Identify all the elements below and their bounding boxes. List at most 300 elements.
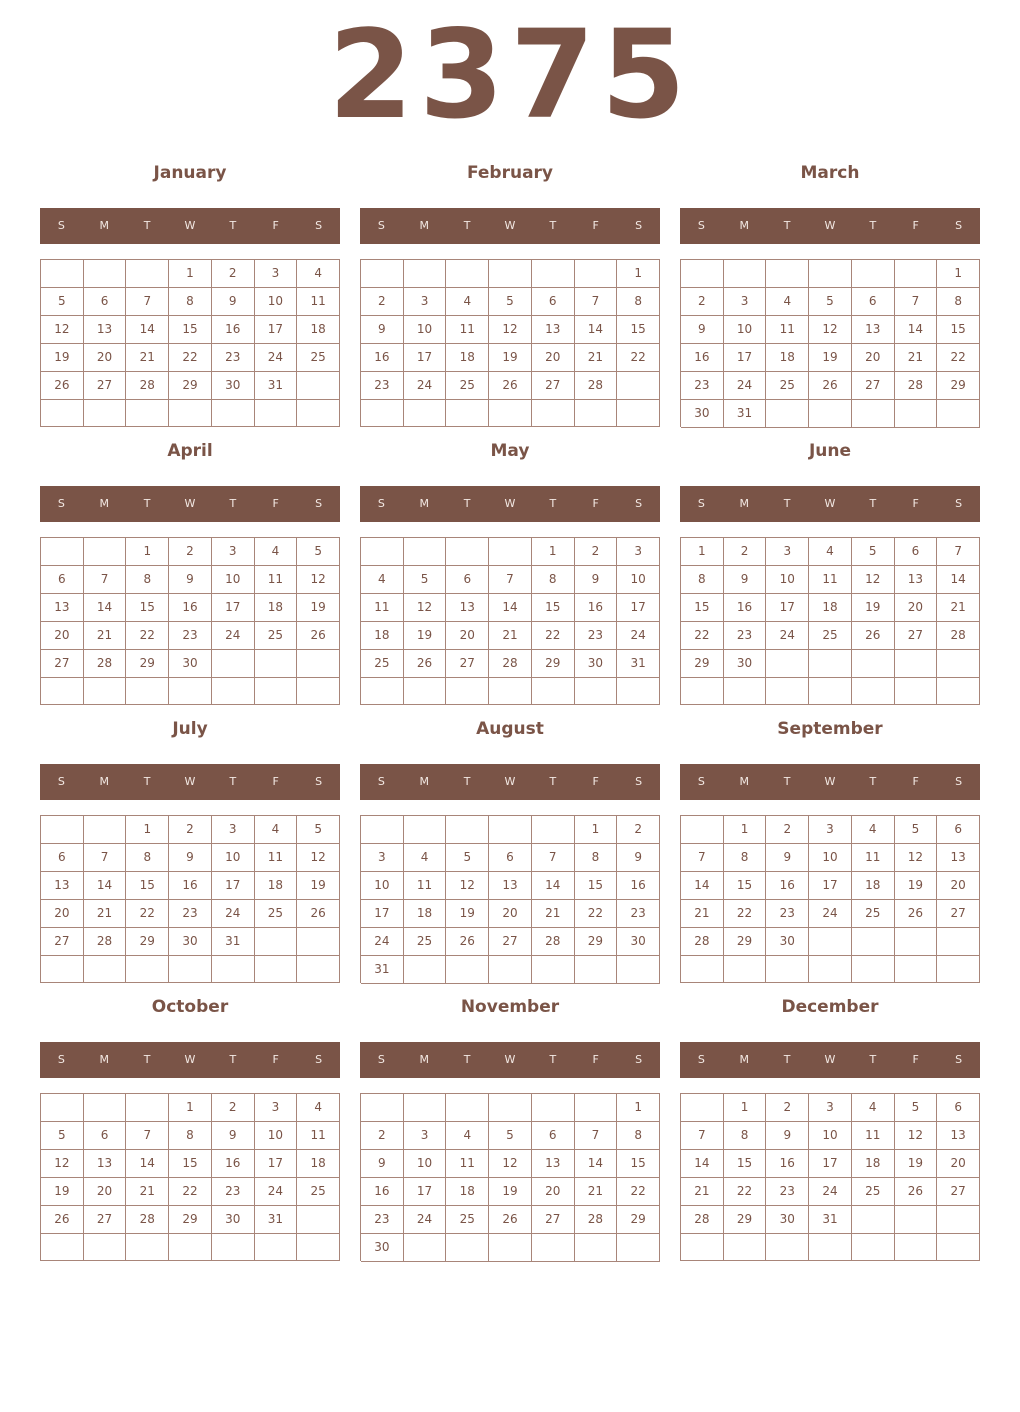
empty-day-cell [532, 400, 575, 427]
day-cell: 30 [617, 928, 660, 956]
day-cell: 20 [852, 344, 895, 372]
day-cell: 20 [41, 622, 84, 650]
day-cell: 17 [255, 1150, 298, 1178]
day-cell: 4 [255, 816, 298, 844]
day-cell: 9 [361, 316, 404, 344]
day-cell: 11 [446, 316, 489, 344]
day-cell: 27 [489, 928, 532, 956]
day-cell: 17 [809, 1150, 852, 1178]
empty-day-cell [84, 956, 127, 983]
weekday-header [40, 764, 340, 800]
weekday-label: T [783, 497, 791, 510]
day-cell: 26 [895, 900, 938, 928]
day-cell: 1 [169, 1094, 212, 1122]
weekday-label: S [377, 497, 385, 510]
day-cell: 3 [404, 1122, 447, 1150]
day-cell: 3 [212, 538, 255, 566]
day-cell: 23 [724, 622, 767, 650]
weekday-label: S [955, 497, 963, 510]
day-cell: 12 [297, 566, 340, 594]
day-cell: 5 [446, 844, 489, 872]
day-cell: 2 [724, 538, 767, 566]
weekday-label: S [57, 1053, 65, 1066]
empty-day-cell [724, 260, 767, 288]
empty-day-cell [766, 400, 809, 428]
day-grid [40, 537, 340, 705]
day-cell: 15 [169, 316, 212, 344]
day-cell: 10 [212, 844, 255, 872]
weekday-label: W [824, 219, 836, 232]
day-cell: 26 [895, 1178, 938, 1206]
weekday-label: T [143, 775, 151, 788]
day-cell: 31 [212, 928, 255, 956]
day-cell: 28 [532, 928, 575, 956]
day-cell: 4 [446, 1122, 489, 1150]
empty-day-cell [809, 678, 852, 705]
day-cell: 11 [852, 844, 895, 872]
day-cell: 16 [212, 1150, 255, 1178]
empty-day-cell [84, 538, 127, 566]
empty-day-cell [255, 650, 298, 678]
day-grid [360, 1093, 660, 1261]
day-cell: 26 [297, 900, 340, 928]
day-cell: 27 [84, 372, 127, 400]
day-cell: 5 [852, 538, 895, 566]
day-cell: 12 [41, 1150, 84, 1178]
empty-day-cell [255, 400, 298, 427]
day-cell: 17 [766, 594, 809, 622]
day-cell: 29 [937, 372, 980, 400]
day-cell: 2 [766, 1094, 809, 1122]
day-cell: 1 [169, 260, 212, 288]
day-cell: 6 [532, 288, 575, 316]
day-cell: 12 [489, 1150, 532, 1178]
day-cell: 19 [446, 900, 489, 928]
empty-day-cell [895, 260, 938, 288]
empty-day-cell [297, 928, 340, 956]
empty-day-cell [297, 400, 340, 427]
weekday-label: T [229, 775, 237, 788]
empty-day-cell [575, 956, 618, 984]
empty-day-cell [489, 678, 532, 705]
day-cell: 22 [532, 622, 575, 650]
weekday-label: F [272, 775, 279, 788]
weekday-label: F [592, 497, 599, 510]
day-cell: 9 [724, 566, 767, 594]
weekday-label: M [419, 1053, 430, 1066]
weekday-header [680, 1042, 980, 1078]
weekday-label: M [739, 219, 750, 232]
day-grid [680, 259, 980, 427]
empty-day-cell [617, 956, 660, 984]
day-cell: 29 [617, 1206, 660, 1234]
empty-day-cell [169, 678, 212, 705]
empty-day-cell [937, 1206, 980, 1234]
day-cell: 11 [297, 288, 340, 316]
day-cell: 16 [724, 594, 767, 622]
year-title: 2375 [328, 4, 692, 146]
day-cell: 9 [212, 1122, 255, 1150]
day-cell: 15 [617, 316, 660, 344]
day-cell: 28 [575, 1206, 618, 1234]
day-cell: 7 [681, 844, 724, 872]
day-cell: 25 [766, 372, 809, 400]
weekday-label: M [419, 497, 430, 510]
empty-day-cell [297, 678, 340, 705]
empty-day-cell [297, 956, 340, 983]
weekday-label: S [955, 219, 963, 232]
empty-day-cell [809, 400, 852, 428]
weekday-label: T [869, 775, 877, 788]
day-cell: 19 [852, 594, 895, 622]
day-cell: 13 [852, 316, 895, 344]
day-cell: 29 [724, 928, 767, 956]
empty-day-cell [446, 400, 489, 427]
weekday-label: S [697, 497, 705, 510]
empty-day-cell [255, 678, 298, 705]
empty-day-cell [404, 1234, 447, 1262]
day-cell: 27 [937, 1178, 980, 1206]
day-cell: 18 [446, 344, 489, 372]
day-cell: 28 [937, 622, 980, 650]
day-cell: 13 [532, 316, 575, 344]
month-name: March [800, 163, 860, 183]
day-cell: 18 [297, 1150, 340, 1178]
empty-day-cell [724, 1234, 767, 1261]
weekday-label: T [229, 219, 237, 232]
day-cell: 3 [809, 1094, 852, 1122]
empty-day-cell [937, 650, 980, 678]
weekday-label: T [783, 775, 791, 788]
weekday-label: F [592, 1053, 599, 1066]
day-cell: 29 [169, 372, 212, 400]
day-cell: 22 [169, 1178, 212, 1206]
day-cell: 11 [255, 844, 298, 872]
day-cell: 5 [809, 288, 852, 316]
empty-day-cell [41, 260, 84, 288]
empty-day-cell [532, 816, 575, 844]
empty-day-cell [489, 1234, 532, 1262]
empty-day-cell [937, 956, 980, 983]
day-cell: 12 [41, 316, 84, 344]
weekday-label: T [143, 497, 151, 510]
empty-day-cell [404, 538, 447, 566]
day-cell: 24 [404, 372, 447, 400]
weekday-header [360, 1042, 660, 1078]
day-cell: 18 [255, 872, 298, 900]
empty-day-cell [84, 816, 127, 844]
day-cell: 27 [852, 372, 895, 400]
day-cell: 22 [617, 1178, 660, 1206]
empty-day-cell [126, 1094, 169, 1122]
day-cell: 14 [489, 594, 532, 622]
day-cell: 23 [575, 622, 618, 650]
empty-day-cell [489, 400, 532, 427]
day-cell: 8 [681, 566, 724, 594]
day-cell: 31 [255, 372, 298, 400]
weekday-label: T [229, 497, 237, 510]
day-cell: 3 [809, 816, 852, 844]
day-cell: 6 [41, 566, 84, 594]
day-cell: 19 [297, 872, 340, 900]
day-cell: 9 [169, 844, 212, 872]
day-cell: 25 [255, 622, 298, 650]
day-cell: 21 [681, 900, 724, 928]
empty-day-cell [169, 956, 212, 983]
weekday-label: W [504, 775, 516, 788]
day-cell: 29 [532, 650, 575, 678]
day-cell: 3 [404, 288, 447, 316]
empty-day-cell [255, 956, 298, 983]
day-cell: 29 [126, 928, 169, 956]
day-cell: 30 [766, 928, 809, 956]
day-cell: 28 [489, 650, 532, 678]
empty-day-cell [724, 678, 767, 705]
month-name: August [476, 719, 544, 739]
empty-day-cell [84, 400, 127, 427]
day-cell: 28 [84, 928, 127, 956]
day-cell: 21 [489, 622, 532, 650]
day-cell: 23 [169, 622, 212, 650]
day-cell: 13 [489, 872, 532, 900]
weekday-label: W [184, 219, 196, 232]
empty-day-cell [895, 678, 938, 705]
day-cell: 7 [126, 1122, 169, 1150]
day-cell: 10 [361, 872, 404, 900]
day-cell: 20 [489, 900, 532, 928]
day-cell: 29 [681, 650, 724, 678]
day-cell: 10 [404, 1150, 447, 1178]
day-cell: 3 [255, 260, 298, 288]
day-cell: 22 [724, 900, 767, 928]
empty-day-cell [895, 1206, 938, 1234]
day-cell: 10 [724, 316, 767, 344]
weekday-label: M [99, 219, 110, 232]
empty-day-cell [575, 678, 618, 705]
weekday-label: S [315, 775, 323, 788]
day-cell: 1 [126, 816, 169, 844]
day-cell: 16 [681, 344, 724, 372]
empty-day-cell [575, 400, 618, 427]
day-cell: 30 [212, 1206, 255, 1234]
day-cell: 1 [724, 816, 767, 844]
month-name: May [490, 441, 530, 461]
day-cell: 18 [809, 594, 852, 622]
weekday-label: S [697, 1053, 705, 1066]
day-cell: 12 [895, 844, 938, 872]
day-cell: 25 [852, 1178, 895, 1206]
weekday-label: M [739, 1053, 750, 1066]
day-cell: 9 [617, 844, 660, 872]
day-cell: 26 [41, 372, 84, 400]
weekday-label: F [912, 219, 919, 232]
day-cell: 10 [809, 1122, 852, 1150]
day-cell: 25 [809, 622, 852, 650]
day-cell: 5 [404, 566, 447, 594]
day-cell: 17 [724, 344, 767, 372]
day-cell: 1 [937, 260, 980, 288]
day-grid [680, 537, 980, 705]
weekday-label: S [57, 219, 65, 232]
day-cell: 12 [297, 844, 340, 872]
day-cell: 20 [84, 1178, 127, 1206]
day-cell: 29 [575, 928, 618, 956]
day-cell: 7 [84, 844, 127, 872]
empty-day-cell [255, 1234, 298, 1261]
day-cell: 17 [809, 872, 852, 900]
day-cell: 6 [852, 288, 895, 316]
weekday-label: F [592, 219, 599, 232]
day-cell: 16 [169, 872, 212, 900]
weekday-label: T [463, 497, 471, 510]
empty-day-cell [809, 1234, 852, 1261]
day-cell: 23 [169, 900, 212, 928]
day-cell: 7 [126, 288, 169, 316]
day-cell: 19 [41, 1178, 84, 1206]
month-name: July [172, 719, 208, 739]
day-cell: 25 [446, 372, 489, 400]
day-cell: 24 [766, 622, 809, 650]
day-cell: 19 [895, 872, 938, 900]
day-cell: 3 [361, 844, 404, 872]
day-cell: 15 [169, 1150, 212, 1178]
day-cell: 17 [361, 900, 404, 928]
day-cell: 19 [297, 594, 340, 622]
day-cell: 13 [84, 1150, 127, 1178]
day-cell: 26 [489, 1206, 532, 1234]
day-cell: 30 [575, 650, 618, 678]
day-cell: 9 [766, 1122, 809, 1150]
day-cell: 27 [937, 900, 980, 928]
empty-day-cell [404, 400, 447, 427]
weekday-label: S [635, 219, 643, 232]
day-cell: 11 [255, 566, 298, 594]
weekday-header [360, 764, 660, 800]
weekday-header [680, 764, 980, 800]
day-cell: 15 [575, 872, 618, 900]
empty-day-cell [489, 260, 532, 288]
weekday-label: S [377, 219, 385, 232]
day-cell: 21 [575, 344, 618, 372]
weekday-label: W [184, 1053, 196, 1066]
day-cell: 30 [169, 650, 212, 678]
empty-day-cell [84, 1094, 127, 1122]
day-cell: 27 [41, 928, 84, 956]
empty-day-cell [681, 816, 724, 844]
empty-day-cell [895, 928, 938, 956]
day-cell: 22 [617, 344, 660, 372]
empty-day-cell [766, 956, 809, 983]
day-cell: 22 [681, 622, 724, 650]
day-cell: 28 [681, 1206, 724, 1234]
weekday-label: M [419, 775, 430, 788]
weekday-label: M [99, 775, 110, 788]
day-cell: 1 [126, 538, 169, 566]
day-cell: 8 [617, 1122, 660, 1150]
day-cell: 22 [126, 900, 169, 928]
day-cell: 26 [446, 928, 489, 956]
day-cell: 14 [575, 316, 618, 344]
empty-day-cell [575, 260, 618, 288]
day-cell: 3 [617, 538, 660, 566]
weekday-label: S [955, 775, 963, 788]
empty-day-cell [489, 956, 532, 984]
day-cell: 14 [84, 872, 127, 900]
weekday-label: M [739, 497, 750, 510]
weekday-label: S [697, 219, 705, 232]
day-cell: 1 [575, 816, 618, 844]
empty-day-cell [617, 678, 660, 705]
day-cell: 27 [895, 622, 938, 650]
day-cell: 14 [126, 316, 169, 344]
day-cell: 29 [169, 1206, 212, 1234]
day-cell: 26 [809, 372, 852, 400]
empty-day-cell [809, 650, 852, 678]
weekday-header [40, 486, 340, 522]
day-cell: 4 [852, 1094, 895, 1122]
day-cell: 18 [404, 900, 447, 928]
day-cell: 17 [617, 594, 660, 622]
empty-day-cell [766, 650, 809, 678]
weekday-label: W [184, 497, 196, 510]
day-cell: 24 [809, 1178, 852, 1206]
empty-day-cell [212, 678, 255, 705]
day-cell: 2 [212, 260, 255, 288]
weekday-label: F [912, 497, 919, 510]
day-cell: 22 [575, 900, 618, 928]
empty-day-cell [126, 260, 169, 288]
day-cell: 10 [255, 1122, 298, 1150]
weekday-label: T [463, 775, 471, 788]
day-cell: 28 [126, 372, 169, 400]
day-cell: 15 [937, 316, 980, 344]
empty-day-cell [766, 678, 809, 705]
weekday-label: T [869, 497, 877, 510]
empty-day-cell [681, 678, 724, 705]
day-cell: 20 [84, 344, 127, 372]
empty-day-cell [212, 1234, 255, 1261]
weekday-label: T [143, 219, 151, 232]
empty-day-cell [681, 1094, 724, 1122]
day-cell: 10 [404, 316, 447, 344]
day-cell: 23 [361, 1206, 404, 1234]
weekday-label: M [419, 219, 430, 232]
weekday-label: S [315, 219, 323, 232]
day-cell: 7 [575, 288, 618, 316]
day-cell: 24 [255, 344, 298, 372]
day-cell: 15 [724, 872, 767, 900]
empty-day-cell [126, 678, 169, 705]
weekday-label: M [99, 1053, 110, 1066]
day-cell: 19 [809, 344, 852, 372]
empty-day-cell [361, 400, 404, 427]
day-cell: 25 [297, 1178, 340, 1206]
empty-day-cell [724, 956, 767, 983]
empty-day-cell [404, 816, 447, 844]
day-cell: 21 [84, 622, 127, 650]
day-cell: 6 [937, 816, 980, 844]
empty-day-cell [255, 928, 298, 956]
day-cell: 10 [212, 566, 255, 594]
empty-day-cell [809, 928, 852, 956]
day-cell: 26 [489, 372, 532, 400]
day-cell: 22 [937, 344, 980, 372]
day-cell: 14 [895, 316, 938, 344]
day-cell: 21 [575, 1178, 618, 1206]
weekday-label: F [592, 775, 599, 788]
empty-day-cell [937, 400, 980, 428]
empty-day-cell [895, 400, 938, 428]
